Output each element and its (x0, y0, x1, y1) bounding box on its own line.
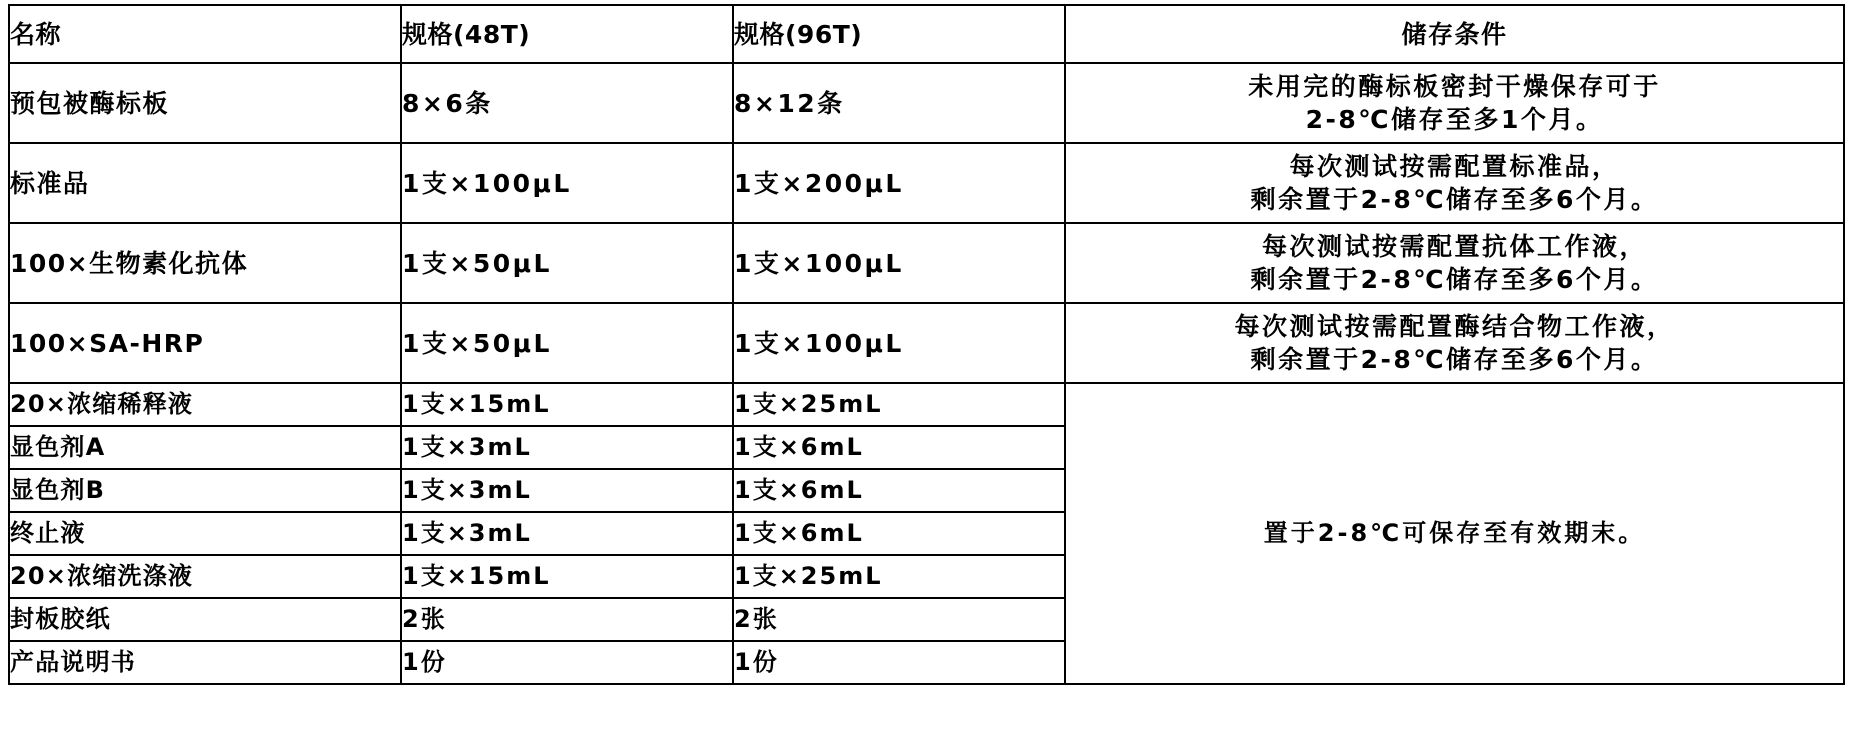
row-spec-96t: 1份 (733, 641, 1065, 684)
storage-line-1: 每次测试按需配置抗体工作液， (1261, 232, 1647, 261)
row-name: 100×SA-HRP (9, 303, 401, 383)
row-spec-48t: 1支×15mL (401, 555, 733, 598)
storage-line-1: 每次测试按需配置酶结合物工作液， (1234, 312, 1675, 341)
row-spec-96t: 1支×100μL (733, 223, 1065, 303)
row-name: 终止液 (9, 512, 401, 555)
row-spec-96t: 1支×6mL (733, 512, 1065, 555)
storage-line-1: 未用完的酶标板密封干燥保存可于 (1248, 72, 1661, 101)
column-header-name: 名称 (9, 5, 401, 63)
row-name: 显色剂A (9, 426, 401, 469)
row-spec-48t: 2张 (401, 598, 733, 641)
row-spec-96t: 1支×6mL (733, 426, 1065, 469)
column-header-spec-48t: 规格(48T) (401, 5, 733, 63)
row-spec-48t: 1支×15mL (401, 383, 733, 426)
row-name: 封板胶纸 (9, 598, 401, 641)
table-row (9, 143, 1844, 223)
storage-line-2: 2-8℃储存至多1个月。 (1305, 105, 1604, 134)
row-spec-48t: 1份 (401, 641, 733, 684)
row-spec-96t: 1支×25mL (733, 555, 1065, 598)
row-name: 20×浓缩稀释液 (9, 383, 401, 426)
row-spec-96t: 8×12条 (733, 63, 1065, 143)
kit-components-table (8, 4, 1845, 685)
row-spec-48t: 1支×3mL (401, 426, 733, 469)
row-name: 产品说明书 (9, 641, 401, 684)
document-page (0, 4, 1875, 751)
table-row (9, 63, 1844, 143)
row-name: 显色剂B (9, 469, 401, 512)
row-spec-48t: 1支×3mL (401, 512, 733, 555)
row-name: 100×生物素化抗体 (9, 223, 401, 303)
row-name: 标准品 (9, 143, 401, 223)
row-storage (1065, 143, 1844, 223)
storage-line-1: 每次测试按需配置标准品， (1289, 152, 1620, 181)
row-spec-96t: 1支×100μL (733, 303, 1065, 383)
table-row (9, 383, 1844, 426)
row-spec-96t: 2张 (733, 598, 1065, 641)
row-name: 预包被酶标板 (9, 63, 401, 143)
table-row (9, 223, 1844, 303)
column-header-storage: 储存条件 (1065, 5, 1844, 63)
column-header-spec-96t: 规格(96T) (733, 5, 1065, 63)
row-name: 20×浓缩洗涤液 (9, 555, 401, 598)
row-spec-48t: 8×6条 (401, 63, 733, 143)
row-storage (1065, 303, 1844, 383)
row-storage (1065, 63, 1844, 143)
row-storage (1065, 223, 1844, 303)
row-spec-48t: 1支×50μL (401, 303, 733, 383)
row-spec-48t: 1支×3mL (401, 469, 733, 512)
row-spec-48t: 1支×100μL (401, 143, 733, 223)
table-row (9, 303, 1844, 383)
row-spec-96t: 1支×25mL (733, 383, 1065, 426)
table-header-row (9, 5, 1844, 63)
storage-line-2: 剩余置于2-8℃储存至多6个月。 (1250, 345, 1659, 374)
row-spec-96t: 1支×200μL (733, 143, 1065, 223)
storage-line-2: 剩余置于2-8℃储存至多6个月。 (1250, 185, 1659, 214)
row-spec-48t: 1支×50μL (401, 223, 733, 303)
row-spec-96t: 1支×6mL (733, 469, 1065, 512)
row-storage-merged: 置于2-8℃可保存至有效期末。 (1065, 383, 1844, 684)
storage-line-2: 剩余置于2-8℃储存至多6个月。 (1250, 265, 1659, 294)
